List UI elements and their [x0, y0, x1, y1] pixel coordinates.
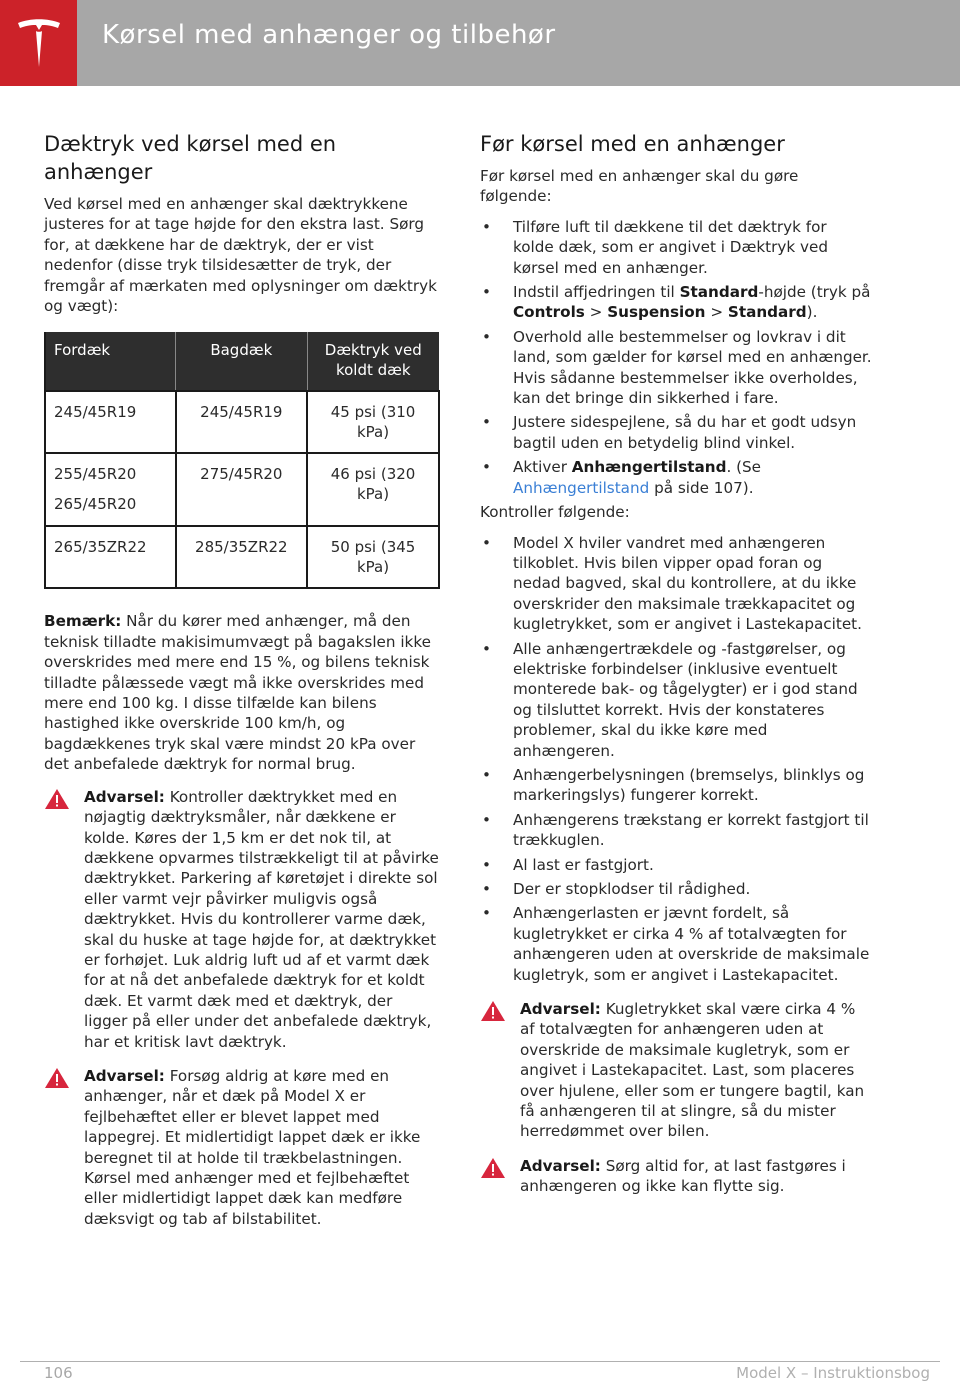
column-header: Bagdæk	[176, 332, 308, 391]
preparation-list	[480, 217, 872, 498]
list-item: • Model X hviler vandret med anhængeren tilkoblet. Hvis bilen vipper opad foran og nedad bagved, skal du kontrollere, at du ikke overskrider den maksimale trækkapacitet og kugletrykket, som er angivet i Lastekapacitet.	[482, 533, 862, 634]
tire-pressure-table	[44, 332, 440, 589]
column-header: Dæktryk ved koldt dæk	[307, 332, 439, 391]
front-size-1: 255/45R20	[54, 465, 137, 484]
list-item: • Overhold alle bestemmelser og lovkrav i dit land, som gælder for kørsel med en anhænger. Hvis sådanne bestemmelser ikke overholdes, kan det bringe din sikkerhed i fare.	[482, 327, 872, 408]
list-item: • Der er stopklodser til rådighed.	[482, 880, 751, 898]
warning-body: Forsøg aldrig at køre med en anhænger, når et dæk på Model X er fejlbehæftet eller er blevet lappet med lappegrej. Et midlertidigt lappet dæk er ikke beregnet til at holde til trækbelastningen. Kørsel med anhænger med et fejlbehæftet eller midlertidigt lappet dæk kan medføre dæksvigt og tab af bilstabilitet.	[84, 1066, 421, 1228]
table-cell-front: 265/35ZR22	[45, 526, 176, 588]
manual-title: Model X – Instruktionsbog	[736, 1364, 930, 1382]
warning-triangle-icon	[480, 1157, 506, 1179]
warning-text	[520, 1156, 872, 1197]
tesla-logo-icon	[16, 17, 62, 69]
column-header: Fordæk	[45, 332, 176, 391]
list-item: • Justere sidespejlene, så du har et godt udsyn bagtil uden en betydelig blind vinkel.	[482, 413, 857, 452]
list-item: • Indstil affjedringen til Standard-højde (tryk på Controls > Suspension > Standard).	[482, 283, 871, 322]
check-intro: Kontroller følgende:	[480, 503, 630, 522]
intro-paragraph: Før kørsel med en anhænger skal du gøre følgende:	[480, 167, 799, 206]
table-row	[45, 453, 439, 526]
table-cell-rear: 285/35ZR22	[176, 526, 308, 588]
warning-box	[480, 999, 872, 1142]
warning-label: Advarsel:	[84, 1066, 165, 1085]
table-cell-pressure: 50 psi (345 kPa)	[307, 526, 439, 588]
warning-body: Kontroller dæktrykket med en nøjagtig dæktryksmåler, når dækkene er kolde. Køres der 1,5 km er det nok til, at dækkene opvarmes tilstrækkeligt til at påvirke dæktrykket. Parkering af køretøjet i direkte sol eller varmt vejr påvirker muligvis også dæktrykket. Hvis du kontrollerer varme dæk, skal du huske at tage højde for, at dæktrykket er forhøjet. Luk aldrig luft ud af et varmt dæk for at nå det anbefalede dæktryk for et koldt dæk. Et varmt dæk med et dæktryk, der ligger på eller under det anbefalede dæktryk, har et kritisk lavt dæktryk.	[84, 787, 439, 1051]
note-paragraph	[44, 611, 440, 774]
check-list	[480, 533, 872, 986]
footer-divider	[20, 1361, 940, 1362]
list-item: • Alle anhængertrækdele og -fastgørelser, og elektriske forbindelser (inklusive eventuelt monterede bak- og tågelygter) er i god stand og tilsluttet korrekt. Hvis der konstateres problemer, skal du ikke køre med anhængeren.	[482, 639, 858, 760]
warning-label: Advarsel:	[84, 787, 165, 806]
table-cell-rear: 245/45R19	[176, 391, 308, 453]
table-cell-pressure: 45 psi (310 kPa)	[307, 391, 439, 453]
list-item: • Anhængerens trækstang er korrekt fastgjort til trækkuglen.	[482, 810, 869, 850]
warning-label: Advarsel:	[520, 1000, 601, 1019]
section-title-before-towing: Før kørsel med en anhænger	[480, 132, 785, 156]
left-column	[44, 130, 440, 1229]
right-column	[480, 130, 872, 1197]
chapter-title: Kørsel med anhænger og tilbehør	[102, 20, 556, 50]
note-text: Når du kører med anhænger, må den teknisk tilladte makisimumvægt på bagakslen ikke overskrides med mere end 15 %, og bilens teknisk tilladte pålæssede vægt må ikke overskrides med mere end 100 kg. I disse tilfælde kan bilens hastighed ikke overskride 100 km/h, og bagdækkenes tryk skal være mindst 20 kPa over det anbefalede dæktryk for normal brug.	[44, 612, 431, 774]
page-number: 106	[44, 1364, 73, 1382]
table-cell-front	[45, 453, 176, 526]
table-row	[45, 391, 439, 453]
logo-box	[0, 0, 77, 86]
warning-text	[84, 1066, 440, 1229]
table-cell-rear: 275/45R20	[176, 453, 308, 526]
warning-triangle-icon	[44, 1067, 70, 1089]
trailer-mode-link[interactable]: Anhængertilstand	[513, 478, 650, 497]
warning-triangle-icon	[480, 1000, 506, 1022]
warning-body: Sørg altid for, at last fastgøres i anhængeren og ikke kan flytte sig.	[520, 1156, 846, 1196]
table-header-row	[45, 332, 439, 391]
warning-text	[84, 787, 440, 1052]
warning-box	[44, 787, 440, 1052]
section-title-tire-pressure: Dæktryk ved kørsel med en anhænger	[44, 132, 337, 184]
front-size-2: 265/45R20	[54, 495, 137, 514]
table-cell-pressure: 46 psi (320 kPa)	[307, 453, 439, 526]
page-header	[0, 0, 960, 86]
warning-box	[44, 1066, 440, 1229]
list-item: • Aktiver Anhængertilstand. (Se Anhængertilstand på side 107).	[482, 458, 762, 497]
warning-body: Kugletrykket skal være cirka 4 % af totalvægten for anhængeren uden at overskride de maksimale kugletryk, som er angivet i Lastekapacitet. Last, som placeres over hjulene, eller som er tungere bagtil, kan få anhængeren til at slingre, så du mister herredømmet over bilen.	[520, 1000, 865, 1141]
list-item: • Tilføre luft til dækkene til det dæktryk for kolde dæk, som er angivet i Dæktryk ved kørsel med en anhænger.	[482, 217, 828, 277]
warning-text	[520, 999, 872, 1142]
table-row	[45, 526, 439, 588]
note-label: Bemærk:	[44, 612, 122, 631]
list-item: • Anhængerbelysningen (bremselys, blinklys og markeringslys) fungerer korrekt.	[482, 765, 865, 805]
intro-paragraph: Ved kørsel med en anhænger skal dæktrykkene justeres for at tage højde for den ekstra last. Sørg for, at dækkene har de dæktryk, der er vist nedenfor (disse tryk tilsidesætter de tryk, der fremgår af mærkaten med oplysninger om dæktryk og vægt):	[44, 195, 437, 316]
table-cell-front: 245/45R19	[45, 391, 176, 453]
warning-triangle-icon	[44, 788, 70, 810]
warning-box	[480, 1156, 872, 1197]
list-item: • Al last er fastgjort.	[482, 855, 654, 874]
list-item: • Anhængerlasten er jævnt fordelt, så kugletrykket er cirka 4 % af totalvægten for anhængeren uden at overskride de maksimale kugletryk, som er angivet i Lastekapacitet.	[482, 904, 870, 984]
warning-label: Advarsel:	[520, 1156, 601, 1175]
